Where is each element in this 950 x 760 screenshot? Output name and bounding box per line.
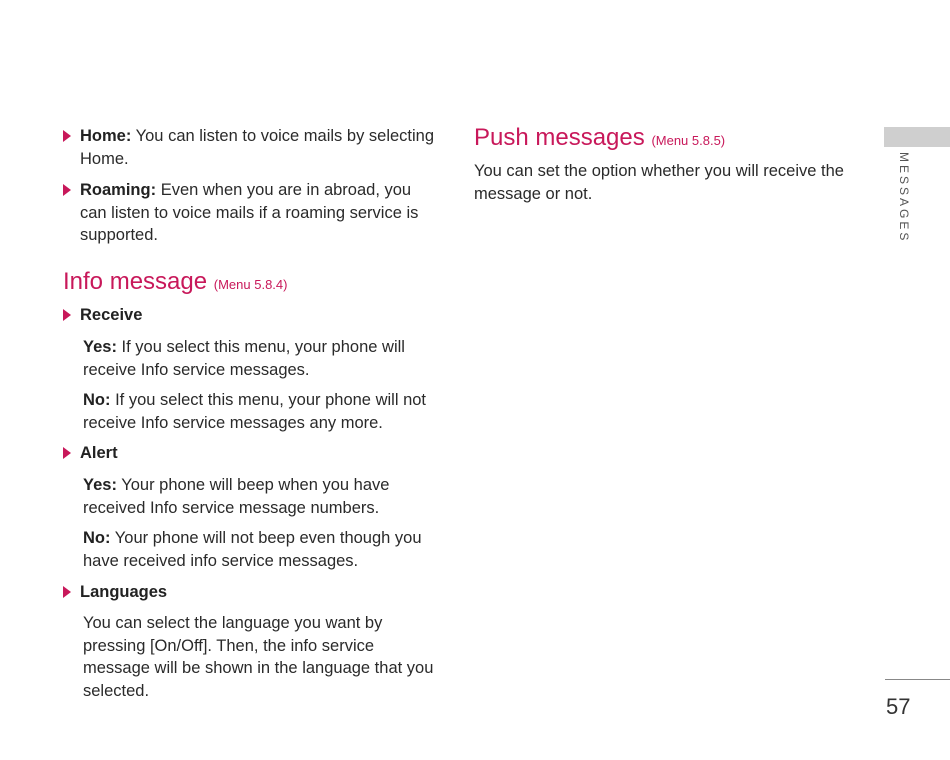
roaming-text: Even when you are in abroad, you can listen to voice mails if a roaming service is supported. bbox=[80, 181, 419, 244]
receive-no bbox=[83, 389, 428, 434]
home-text: You can listen to voice mails by selecting Home. bbox=[80, 127, 435, 168]
receive-yes-label: Yes: bbox=[83, 338, 117, 356]
alert-no-text: Your phone will not beep even though you have received info service messages. bbox=[83, 529, 422, 570]
page-divider bbox=[885, 679, 950, 680]
alert-item bbox=[63, 442, 118, 465]
info-message-heading bbox=[63, 268, 287, 296]
receive-yes bbox=[83, 336, 423, 381]
info-message-menu: (Menu 5.8.4) bbox=[213, 277, 288, 292]
receive-yes-text: If you select this menu, your phone will receive Info service messages. bbox=[83, 338, 405, 379]
push-messages-text: You can set the option whether you will receive the message or not. bbox=[474, 162, 844, 203]
alert-yes-label: Yes: bbox=[83, 476, 117, 494]
languages-item bbox=[63, 581, 167, 604]
push-messages-heading bbox=[474, 124, 725, 152]
side-tab bbox=[884, 127, 950, 147]
alert-label: Alert bbox=[80, 444, 118, 462]
push-messages-title: Push messages bbox=[474, 124, 645, 151]
receive-no-text: If you select this menu, your phone will not receive Info service messages any more. bbox=[83, 391, 427, 432]
info-message-title: Info message bbox=[63, 268, 208, 295]
side-section-label: MESSAGES bbox=[897, 152, 911, 244]
roaming-item bbox=[63, 179, 438, 247]
receive-label: Receive bbox=[80, 306, 143, 324]
languages-text: You can select the language you want by pressing [On/Off]. Then, the info service message will be shown in the language that you selected. bbox=[83, 614, 434, 700]
alert-no-label: No: bbox=[83, 529, 111, 547]
receive-no-label: No: bbox=[83, 391, 111, 409]
languages-label: Languages bbox=[80, 583, 168, 601]
push-messages-menu: (Menu 5.8.5) bbox=[651, 133, 726, 148]
receive-item bbox=[63, 304, 142, 327]
home-label: Home: bbox=[80, 127, 132, 145]
alert-yes bbox=[83, 474, 443, 519]
home-item bbox=[63, 125, 438, 170]
page-number: 57 bbox=[886, 694, 911, 719]
roaming-label: Roaming: bbox=[80, 181, 157, 199]
alert-yes-text: Your phone will beep when you have received Info service message numbers. bbox=[83, 476, 390, 517]
alert-no bbox=[83, 527, 428, 572]
